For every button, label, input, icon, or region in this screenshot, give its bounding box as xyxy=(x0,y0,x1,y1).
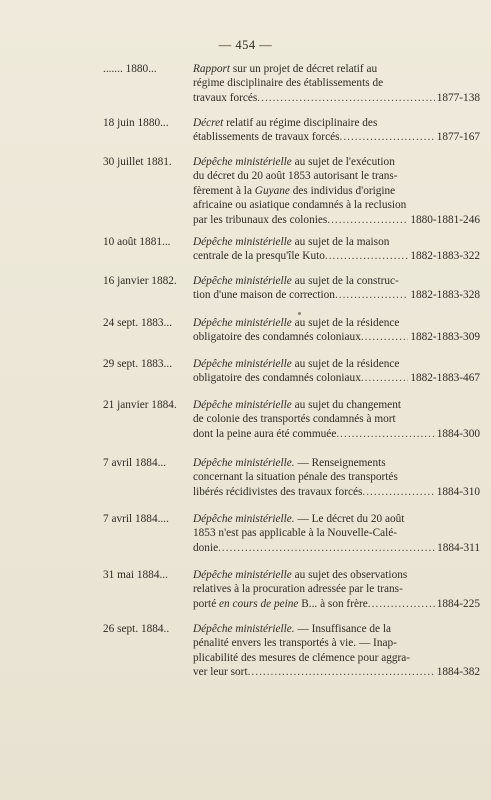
entry-date: 29 sept. 1883... xyxy=(103,358,173,370)
entry-line xyxy=(193,568,480,582)
line-text: obligatoire des condamnés coloniaux xyxy=(193,331,361,344)
line-text: relatif au régime disciplinaire des xyxy=(223,117,378,129)
line-text: au sujet de la résidence xyxy=(291,358,400,370)
entry-line xyxy=(193,622,480,636)
entry-line xyxy=(193,116,480,130)
line-text: établissements de travaux forcés xyxy=(193,131,340,144)
dot-leader xyxy=(361,371,408,385)
entry-line xyxy=(193,456,480,470)
dot-leader xyxy=(248,665,435,679)
dot-leader xyxy=(257,91,434,105)
document-type: Dépêche ministérielle. xyxy=(193,623,295,635)
volume-reference: 1882-1883-328 xyxy=(410,289,480,302)
document-type: Décret xyxy=(193,117,224,129)
volume-reference: 1877-138 xyxy=(436,91,480,104)
line-text: du décret du 20 août 1853 autorisant le trans- xyxy=(193,170,398,183)
entry-line xyxy=(193,288,480,302)
line-text: au sujet de la construc- xyxy=(291,275,399,287)
entry-line xyxy=(193,169,480,183)
entry-line xyxy=(193,316,480,330)
line-text: centrale de la presqu'île Kuto xyxy=(193,250,325,263)
line-text: au sujet du changement xyxy=(291,399,401,411)
entry-line xyxy=(193,330,480,344)
line-text: obligatoire des condamnés coloniaux xyxy=(193,372,361,385)
page-number: — 454 — xyxy=(218,38,273,52)
volume-reference: 1882-1883-309 xyxy=(410,331,480,344)
document-type: Dépêche ministérielle xyxy=(193,156,292,168)
volume-reference: 1884-311 xyxy=(437,541,480,554)
entry-line xyxy=(193,526,480,540)
entry-line xyxy=(193,427,480,441)
line-text: des individus d'origine xyxy=(289,184,396,197)
entry-line xyxy=(193,582,480,596)
line-text: relatives à la procuration adressée par le trans- xyxy=(193,583,403,596)
line-text: sur un projet de décret relatif au xyxy=(230,63,378,75)
line-text: dont la peine aura été commuée xyxy=(193,427,337,440)
entry-date: 21 janvier 1884. xyxy=(103,399,177,411)
volume-reference: 1884-225 xyxy=(436,597,480,610)
volume-reference: 1880-1881-246 xyxy=(410,213,480,226)
line-text: africaine ou asiatique condamnés à la reclusion xyxy=(193,199,407,212)
entry-line xyxy=(193,485,480,499)
entry-date: 30 juillet 1881. xyxy=(103,156,172,168)
entry-description xyxy=(193,62,480,105)
entry-line xyxy=(193,130,480,144)
line-text: tion d'une maison de correction xyxy=(193,289,335,302)
dot-leader xyxy=(218,541,435,555)
line-text: au sujet de l'exécution xyxy=(291,156,395,168)
document-type: en cours de peine xyxy=(219,597,299,610)
volume-reference: 1884-310 xyxy=(436,485,480,498)
document-type: Dépêche ministérielle xyxy=(193,317,292,329)
document-type: Dépêche ministérielle. xyxy=(193,457,295,469)
dot-leader xyxy=(336,427,434,441)
entry-line xyxy=(193,91,480,105)
entry-line xyxy=(193,235,480,249)
document-type: Dépêche ministérielle xyxy=(193,358,292,370)
entry-line xyxy=(193,184,480,198)
line-text: — Insuffisance de la xyxy=(294,623,392,635)
document-type: Rapport xyxy=(193,63,231,75)
line-text: — Renseignements xyxy=(294,457,386,469)
entry-line xyxy=(193,512,480,526)
line-text: libérés récidivistes des travaux forcés xyxy=(193,485,363,498)
entry-date: 31 mai 1884... xyxy=(103,569,168,581)
entry-line xyxy=(193,412,480,426)
volume-reference: 1877-167 xyxy=(436,131,480,144)
document-type: Dépêche ministérielle xyxy=(193,569,292,581)
volume-reference: 1882-1883-467 xyxy=(410,372,480,385)
volume-reference: 1882-1883-322 xyxy=(410,250,480,263)
entry-description xyxy=(193,568,480,611)
entry-line xyxy=(193,665,480,679)
dot-leader xyxy=(327,213,408,227)
dot-leader xyxy=(340,130,435,144)
dot-leader xyxy=(368,597,435,611)
line-text: travaux forcés xyxy=(193,91,258,104)
entry-line xyxy=(193,470,480,484)
document-type: Dépêche ministérielle xyxy=(193,275,292,287)
line-text: régime disciplinaire des établissements de xyxy=(193,77,384,90)
entry-description xyxy=(193,235,480,264)
entry-line xyxy=(193,597,480,611)
entry-line xyxy=(193,371,480,385)
line-text: — Le décret du 20 août xyxy=(294,513,405,525)
dot-leader xyxy=(335,288,408,302)
ink-speck xyxy=(298,312,301,315)
line-text: par les tribunaux des colonies xyxy=(193,213,328,226)
entry-line xyxy=(193,357,480,371)
document-type: Dépêche ministérielle xyxy=(193,399,292,411)
line-text: ver leur sort xyxy=(193,666,248,679)
entry-date: ....... 1880... xyxy=(103,63,157,75)
entry-description xyxy=(193,155,480,227)
line-text: plicabilité des mesures de clémence pour aggra- xyxy=(193,651,411,664)
line-text: au sujet de la maison xyxy=(291,236,390,248)
entry-date: 24 sept. 1883... xyxy=(103,317,173,329)
entry-date: 18 juin 1880... xyxy=(103,117,169,129)
line-text: B... à son frère xyxy=(298,597,368,610)
dot-leader xyxy=(361,330,408,344)
line-text: porté xyxy=(193,597,220,610)
document-type: Guyane xyxy=(254,184,290,197)
entry-description xyxy=(193,316,480,345)
entry-line xyxy=(193,213,480,227)
line-text: fèrement à la xyxy=(193,184,255,197)
entry-date: 26 sept. 1884.. xyxy=(103,623,170,635)
document-type: Dépêche ministérielle xyxy=(193,236,292,248)
entry-date: 10 août 1881... xyxy=(103,236,171,248)
entry-line xyxy=(193,398,480,412)
entry-line xyxy=(193,651,480,665)
entry-date: 7 avril 1884.... xyxy=(103,513,169,525)
entry-description xyxy=(193,456,480,499)
line-text: pénalité envers les transportés à vie. — Inap- xyxy=(193,637,397,650)
line-text: concernant la situation pénale des transportés xyxy=(193,471,398,484)
line-text: au sujet de la résidence xyxy=(291,317,400,329)
entry-description xyxy=(193,116,480,145)
document-type: Dépêche ministérielle. xyxy=(193,513,295,525)
entry-description xyxy=(193,274,480,303)
dot-leader xyxy=(362,485,434,499)
line-text: de colonie des transportés condamnés à mort xyxy=(193,413,396,426)
entry-date: 16 janvier 1882. xyxy=(103,275,177,287)
entry-line xyxy=(193,155,480,169)
entry-description xyxy=(193,398,480,441)
line-text: 1853 n'est pas applicable à la Nouvelle-Calé- xyxy=(193,527,398,540)
entry-line xyxy=(193,76,480,90)
entry-description xyxy=(193,357,480,386)
line-text: au sujet des observations xyxy=(291,569,408,581)
volume-reference: 1884-382 xyxy=(436,666,480,679)
entry-line xyxy=(193,62,480,76)
volume-reference: 1884-300 xyxy=(436,427,480,440)
line-text: donie xyxy=(193,541,219,554)
entry-line xyxy=(193,541,480,555)
entry-line xyxy=(193,636,480,650)
entry-line xyxy=(193,274,480,288)
entry-description xyxy=(193,512,480,555)
entry-description xyxy=(193,622,480,680)
dot-leader xyxy=(325,249,408,263)
entry-line xyxy=(193,198,480,212)
entry-date: 7 avril 1884... xyxy=(103,457,167,469)
entry-line xyxy=(193,249,480,263)
